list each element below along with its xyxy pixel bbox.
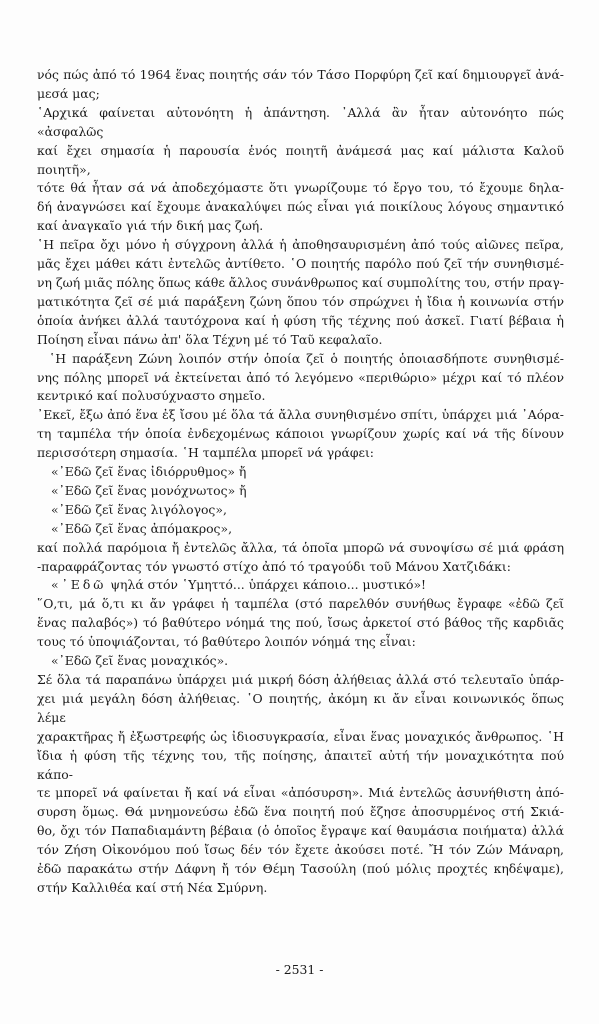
body-text	[37, 66, 564, 898]
text-line: ἕνας παλαβός») τό βαθύτερο νόημά της πού, ἴσως ἀρκετοί στό βάθος τῆς καρδιᾶς	[37, 615, 564, 631]
text-line: «᾿Εδῶ ζεῖ ἕνας μοναχικός».	[51, 653, 229, 669]
text-line: νη ζωή μιᾶς πόλης ὅπως κάθε ἄλλος συνάνθρωπος καί συμπολίτης του, στήν πραγ-	[37, 274, 564, 290]
text-line: τότε θά ἦταν σά νά ἀποδεχόμαστε ὅτι γνωρίζουμε τό ἔργο του, τό ἔχουμε δηλα-	[37, 180, 564, 196]
text-line: τους τό ὑποψιάζονται, τό βαθύτερο λοιπόν νόημά της εἶναι:	[37, 634, 416, 650]
text-line: «᾿Εδῶ ζεῖ ἕνας ἀπόμακρος»,	[51, 520, 233, 536]
text-line: θο, ὄχι τόν Παπαδιαμάντη βέβαια (ὁ ὁποῖος ἔγραψε καί θαυμάσια ποιήματα) ἀλλά	[37, 823, 564, 839]
text-line: χαρακτῆρας ἤ ἐξωστρεφής ὡς ἰδιοσυγκρασία, εἶναι ἕνας μοναχικός ἄνθρωπος. ῾Η	[37, 728, 564, 744]
text-line: κεντρικό καί πολυσύχναστο σημεῖο.	[37, 388, 266, 404]
text-line: νης πόλης μπορεῖ νά ἐκτείνεται ἀπό τό λεγόμενο «περιθώριο» μέχρι καί τό πλέον	[37, 369, 564, 385]
text-line: ῞Ο,τι, μά ὅ,τι κι ἄν γράφει ἡ ταμπέλα (στό παρελθόν συνήθως ἔγραφε «ἐδῶ ζεῖ	[37, 596, 564, 612]
text-line: -παραφράζοντας τόν γνωστό στίχο ἀπό τό τραγούδι τοῦ Μάνου Χατζιδάκι:	[37, 558, 511, 574]
text-line: ἴδια ἡ φύση τῆς τέχνης του, τῆς ποίησης, ἀπαιτεῖ αὐτή τήν μοναχικότητα πού κάπο-	[37, 747, 564, 782]
text-line: δή ἀναγνώσει καί ἔχουμε ἀνακαλύψει πώς εἶναι γιά ποικίλους λόγους σημαντικό	[37, 199, 564, 215]
text-line: στήν Καλλιθέα καί στή Νέα Σμύρνη.	[37, 879, 268, 895]
text-line: μεσά μας;	[37, 85, 100, 101]
text-line: ῾Η παράξενη Ζώνη λοιπόν στήν ὁποία ζεῖ ὁ ποιητής ὁποιασδήποτε συνηθισμέ-	[49, 350, 564, 366]
text-line: μᾶς ἔχει μάθει κάτι ἐντελῶς ἀντίθετο. ῾Ο ποιητής παρόλο πού ζεῖ τήν συνηθισμέ-	[37, 256, 564, 272]
text-line: ᾿Εκεῖ, ἔξω ἀπό ἕνα ἐξ ἴσου μέ ὅλα τά ἄλλα συνηθισμένο σπίτι, ὑπάρχει μιά ᾿Αόρα-	[37, 407, 564, 423]
text-line: τη ταμπέλα τήν ὁποία ἐνδεχομένως κάποιοι γνωρίζουν χωρίς καί νά τῆς δίνουν	[37, 426, 564, 442]
page-number: - 2531 -	[275, 962, 324, 977]
text-line: «᾿Εδῶ ζεῖ ἕνας μονόχνωτος» ἤ	[51, 482, 247, 498]
text-line: «᾿Εδῶ ζεῖ ἕνας ἰδιόρρυθμος» ἤ	[51, 464, 247, 480]
text-line: περισσότερη σημασία. ῾Η ταμπέλα μπορεῖ νά γράφει:	[37, 445, 374, 461]
spaced-word: «᾿Εδῶ	[51, 577, 107, 593]
text-line: ματικότητα ζεῖ σέ μιά παράξενη ζώνη ὅπου τόν σπρώχνει ἡ ἴδια ἡ κοινωνία στήν	[37, 293, 564, 309]
text-line: Σέ ὅλα τά παραπάνω ὑπάρχει μιά μικρή δόση ἀλήθειας ἀλλά στό τελευταῖο ὑπάρ-	[37, 672, 564, 687]
text-line: νός πώς ἀπό τό 1964 ἕνας ποιητής σάν τόν Τάσο Πορφύρη ζεῖ καί δημιουργεῖ ἀνά-	[37, 67, 564, 82]
text-line: «᾿Εδῶ ζεῖ ἕνας λιγόλογος»,	[51, 501, 227, 517]
text-line: καί ἀναγκαῖο γιά τήν δική μας ζωή.	[37, 218, 264, 234]
text-line: τε μπορεῖ νά φαίνεται ἤ καί νά εἶναι «ἀπόσυρση». Μιά ἐντελῶς ἀσυνήθιστη ἀπό-	[37, 785, 564, 801]
text-line: ῾Η πεῖρα ὄχι μόνο ἡ σύγχρονη ἀλλά ἡ ἀποθησαυρισμένη ἀπό τούς αἰῶνες πεῖρα,	[37, 237, 564, 253]
text-line: ὁποία ἀνήκει ἀλλά ταυτόχρονα καί ἡ φύση τῆς τέχνης πού ἀσκεῖ. Γιατί βέβαια ἡ	[37, 312, 564, 328]
text-line: τόν Ζήση Οἰκονόμου πού ἴσως δέν τόν ἔχετε ἀκούσει ποτέ. Ἤ τόν Ζών Μάναρη,	[37, 842, 564, 858]
text-line: καί ἔχει σημασία ἡ παρουσία ἑνός ποιητῆ ἀνάμεσά μας καί μάλιστα Καλοῦ ποιητῆ»,	[37, 142, 564, 177]
text-line: ἐδῶ παρακάτω στήν Δάφνη ἤ τόν Θέμη Τασούλη (πού μόλις προχτές κηδέψαμε),	[37, 861, 564, 877]
text-line: χει μιά μεγάλη δόση ἀλήθειας. ῾Ο ποιητής, ἀκόμη κι ἄν εἶναι κοινωνικός ὅπως λέμε	[37, 690, 564, 725]
text-segment: ψηλά στόν ῾Υμηττό... ὑπάρχει κάποιο... μυστικό»!	[106, 577, 427, 593]
text-line: καί πολλά παρόμοια ἤ ἐντελῶς ἄλλα, τά ὁποῖα μπορῶ νά συνοψίσω σέ μιά φράση	[37, 539, 564, 555]
text-line: Ποίηση εἶναι πάνω ἀπ' ὅλα Τέχνη μέ τό Ταῦ κεφαλαῖο.	[37, 331, 383, 347]
text-line: συρση ὅμως. Θά μνημονεύσω ἐδῶ ἕνα ποιητή πού ἔζησε ἀποσυρμένος στή Σκιά-	[37, 804, 564, 820]
text-line: ῾Αρχικά φαίνεται αὐτονόητη ἡ ἀπάντηση. ᾿Αλλά ἂν ἦταν αὐτονόητο πώς «ἀσφαλῶς	[37, 104, 564, 139]
text-line	[37, 576, 564, 595]
